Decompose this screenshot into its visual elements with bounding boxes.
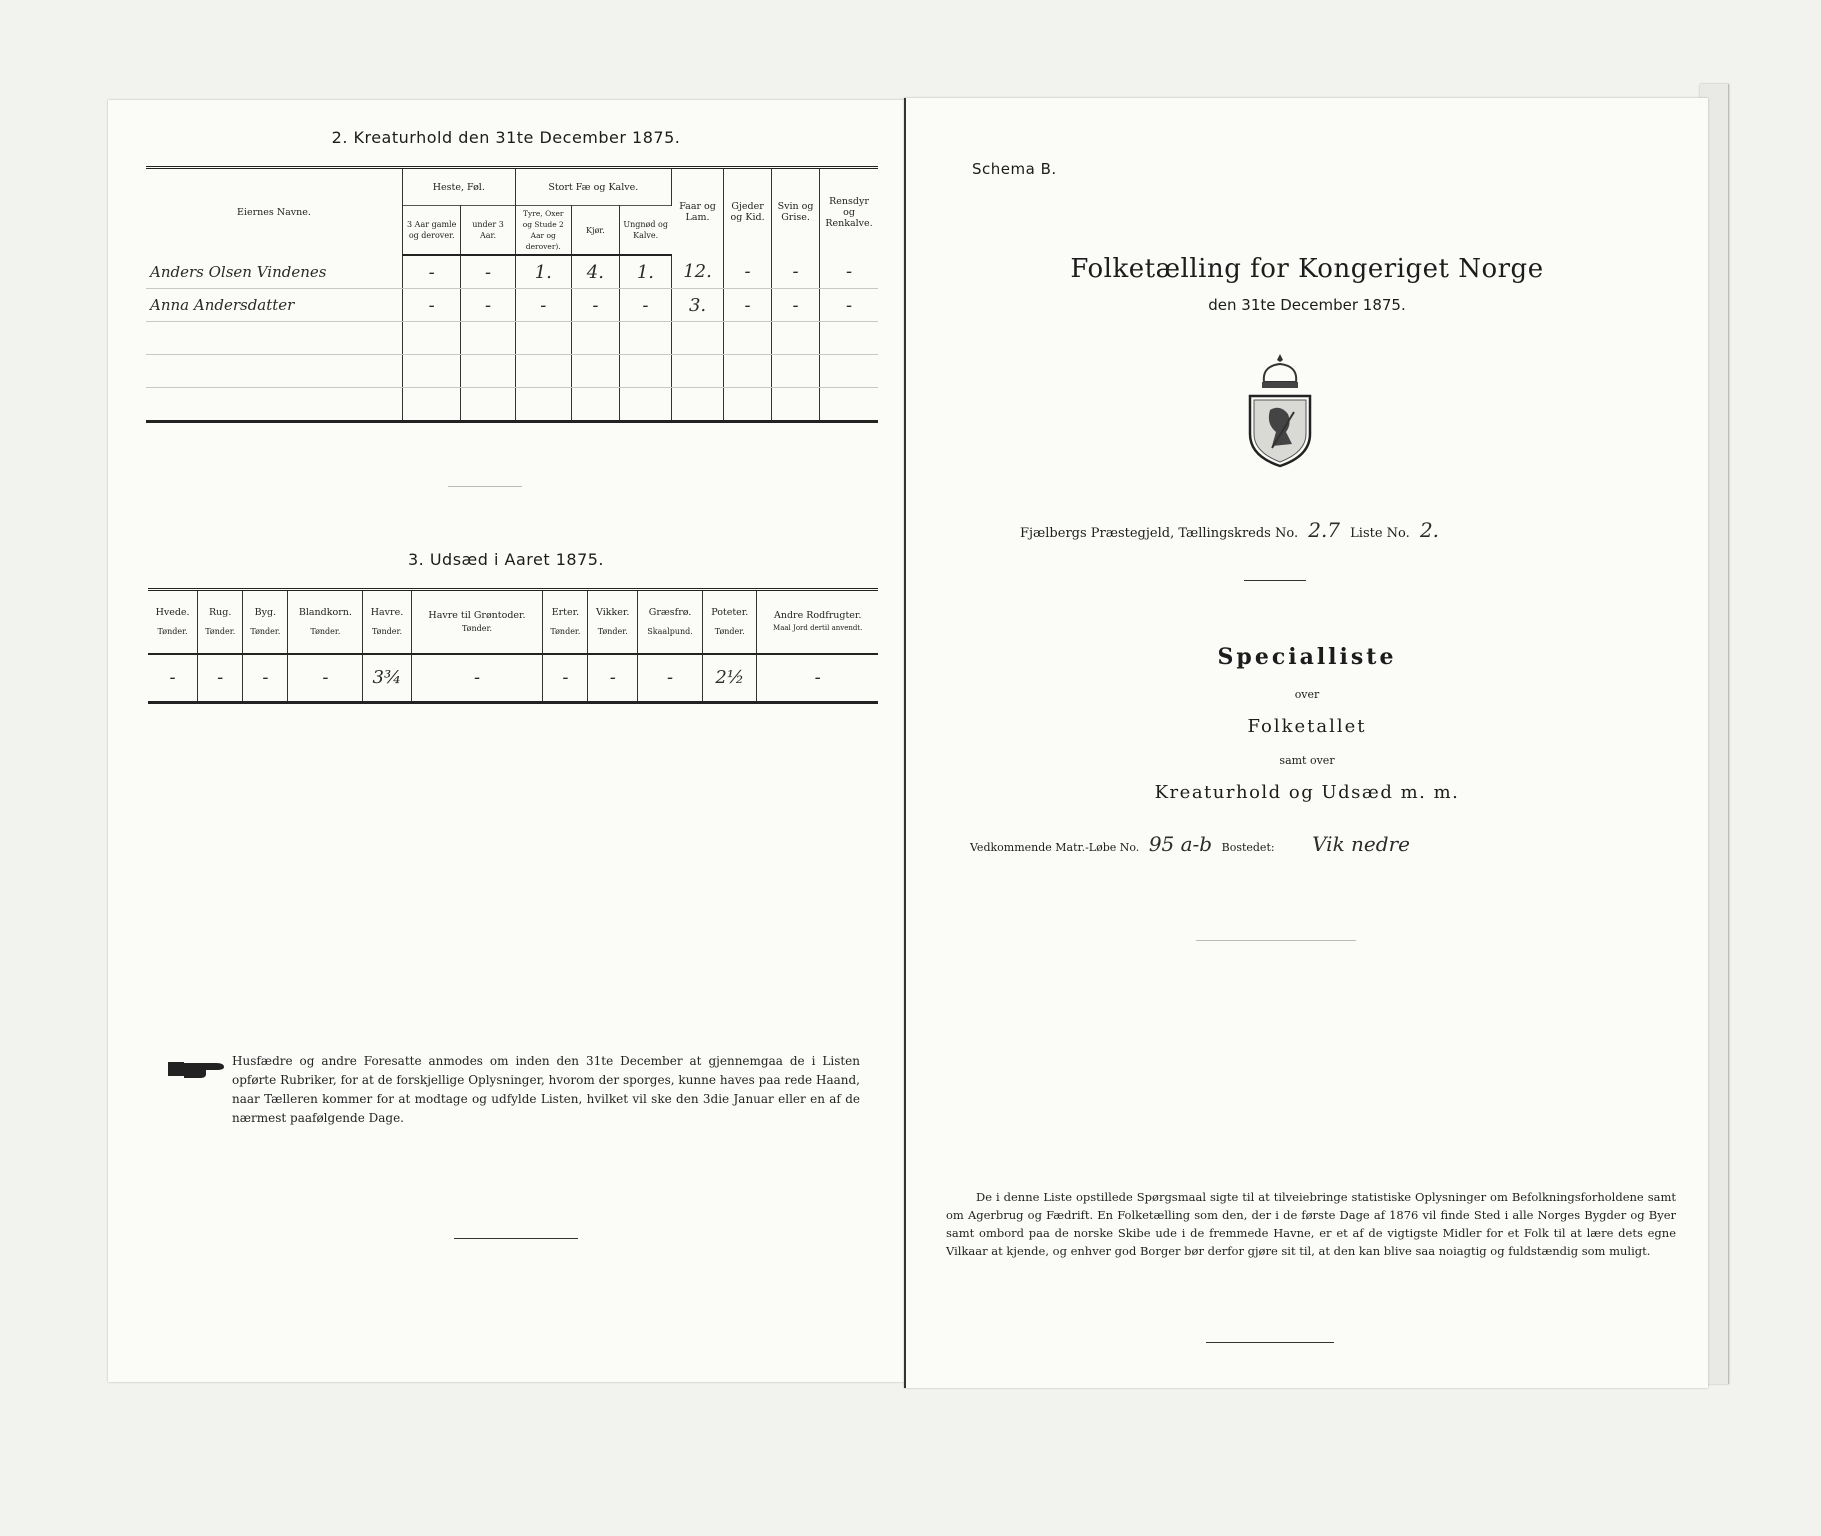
sheep-header: Faar og Lam.: [671, 168, 723, 256]
horses-old-cell: -: [403, 289, 461, 322]
folketallet-title: Folketallet: [1247, 716, 1367, 737]
seed-col-header: [543, 590, 588, 654]
reindeer-cell: -: [820, 289, 878, 322]
seed-cell: -: [243, 654, 288, 703]
seed-col-label: Vikker.: [596, 606, 630, 618]
date-line: den 31te December 1875.: [1208, 296, 1406, 314]
goats-cell: -: [724, 255, 772, 289]
seed-col-header: [588, 590, 638, 654]
seed-col-unit: Tønder.: [597, 626, 628, 636]
seed-col-header: [243, 590, 288, 654]
cows-cell: 4.: [571, 255, 619, 289]
sheep-cell: 3.: [671, 289, 723, 322]
coat-of-arms-icon: [1242, 352, 1318, 470]
seed-col-header: [637, 590, 702, 654]
pointing-hand-icon: [166, 1056, 228, 1082]
left-page: [108, 100, 904, 1382]
divider: [1244, 580, 1306, 581]
matr-label: Vedkommende Matr.-Løbe No.: [970, 841, 1140, 854]
matrikkel-line: [970, 832, 1670, 856]
reindeer-header: Rensdyr og Renkalve.: [825, 195, 873, 229]
explanation-text: De i denne Liste opstillede Spørgsmaal sigte til at tilveiebringe statistiske Oplysninger om Befolkningsforholdene samt om Agerbrug og Fædrift. En Folketælling som den, der i de første Dage af 1876 vil finde Sted i alle Norges Bygder og Byer samt ombord paa de norske Skibe ude i de fremmede Havne, er et af de vigtigste Midler for et Folk til at lære dets egne Vilkaar at kjende, og enhver god Borger bør derfor gjøre sit til, at den kan blive saa noiagtig og fuldstændig som muligt.: [946, 1190, 1676, 1258]
table-row: [148, 654, 878, 703]
owner-name: Anders Olsen Vindenes: [146, 255, 403, 289]
seed-cell: -: [757, 654, 878, 703]
seed-table: [148, 588, 878, 704]
seed-cell: 2½: [703, 654, 757, 703]
pigs-cell: -: [772, 255, 820, 289]
kreds-number: 2.7: [1308, 518, 1341, 542]
seed-col-label: Poteter.: [711, 606, 749, 618]
seed-col-unit: Maal Jord dertil anvendt.: [773, 623, 863, 632]
seed-col-unit: Tønder.: [461, 623, 492, 633]
district-line: [1020, 518, 1660, 542]
seed-cell: -: [288, 654, 363, 703]
district-prefix: Fjælbergs Præstegjeld, Tællingskreds No.: [1020, 526, 1299, 541]
table-row: [146, 289, 878, 322]
livestock-table: [146, 166, 878, 423]
right-page: [904, 98, 1708, 1388]
bostedet-label: Bostedet:: [1221, 841, 1275, 854]
horses-young-cell: -: [461, 255, 515, 289]
owner-column-header: Eiernes Navne.: [146, 168, 403, 256]
seed-cell: 3¾: [363, 654, 411, 703]
over-text: over: [1294, 688, 1320, 701]
horses-header: Heste, Føl.: [403, 168, 516, 206]
bostedet-value: Vik nedre: [1312, 832, 1410, 856]
table-row-empty: [146, 322, 878, 355]
reindeer-cell: -: [820, 255, 878, 289]
seed-col-unit: Tønder.: [157, 626, 188, 636]
owner-name: Anna Andersdatter: [146, 289, 403, 322]
pigs-header: Svin og Grise.: [772, 168, 820, 256]
seed-col-label: Erter.: [551, 606, 580, 618]
page-title: Folketælling for Kongeriget Norge: [1070, 254, 1544, 284]
schema-label: Schema B.: [972, 160, 1057, 178]
seed-col-header: [148, 590, 198, 654]
seed-col-header: [288, 590, 363, 654]
seed-col-label: Byg.: [254, 606, 277, 618]
cows-cell: -: [571, 289, 619, 322]
seed-col-label: Blandkorn.: [298, 606, 352, 618]
seed-cell: -: [588, 654, 638, 703]
seed-col-unit: Tønder.: [250, 626, 281, 636]
seed-col-unit: Tønder.: [205, 626, 236, 636]
young-cattle-header: Ungnød og Kalve.: [619, 206, 671, 256]
goats-header: Gjeder og Kid.: [724, 168, 772, 256]
specialliste-title: Specialliste: [1217, 644, 1397, 670]
horses-old-header: 3 Aar gamle og derover.: [403, 206, 461, 256]
seed-cell: -: [637, 654, 702, 703]
horses-old-cell: -: [403, 255, 461, 289]
seed-col-label: Havre.: [370, 606, 404, 618]
seed-col-header: [363, 590, 411, 654]
samt-over-text: samt over: [1279, 754, 1335, 767]
liste-label: Liste No.: [1350, 526, 1410, 541]
seed-col-header: [198, 590, 243, 654]
seed-cell: -: [198, 654, 243, 703]
seed-col-unit: Tønder.: [714, 626, 745, 636]
bulls-header: Tyre, Oxer og Stude 2 Aar og derover).: [515, 206, 571, 256]
table-row-empty: [146, 355, 878, 388]
young-cattle-cell: 1.: [619, 255, 671, 289]
divider: [1196, 940, 1356, 941]
horses-young-cell: -: [461, 289, 515, 322]
seed-heading: 3. Udsæd i Aaret 1875.: [407, 550, 605, 569]
seed-col-unit: Tønder.: [310, 626, 341, 636]
seed-col-label: Rug.: [209, 606, 232, 618]
young-cattle-cell: -: [619, 289, 671, 322]
cows-header: Kjør.: [571, 206, 619, 256]
sheep-cell: 12.: [671, 255, 723, 289]
matr-value: 95 a-b: [1148, 832, 1213, 856]
divider: [448, 486, 522, 487]
seed-col-unit: Tønder.: [550, 626, 581, 636]
livestock-heading: 2. Kreaturhold den 31te December 1875.: [331, 128, 681, 147]
divider: [1206, 1342, 1334, 1343]
cattle-header: Stort Fæ og Kalve.: [515, 168, 671, 206]
divider: [454, 1238, 578, 1239]
seed-col-label: Havre til Grøntoder.: [428, 609, 526, 621]
seed-col-label: Hvede.: [155, 606, 190, 618]
seed-col-header: [757, 590, 878, 654]
seed-col-label: Andre Rodfrugter.: [774, 609, 862, 621]
seed-cell: -: [148, 654, 198, 703]
bulls-cell: -: [515, 289, 571, 322]
seed-cell: -: [411, 654, 543, 703]
seed-col-label: Græsfrø.: [648, 606, 692, 618]
seed-cell: -: [543, 654, 588, 703]
seed-col-header: [703, 590, 757, 654]
table-row: [146, 255, 878, 289]
pigs-cell: -: [772, 289, 820, 322]
seed-col-unit: Skaalpund.: [647, 626, 693, 636]
seed-col-unit: Tønder.: [371, 626, 402, 636]
bulls-cell: 1.: [515, 255, 571, 289]
goats-cell: -: [724, 289, 772, 322]
liste-number: 2.: [1419, 518, 1440, 542]
subtitle: Kreaturhold og Udsæd m. m.: [1154, 782, 1460, 803]
seed-col-header: [411, 590, 543, 654]
table-row-empty: [146, 388, 878, 422]
horses-young-header: under 3 Aar.: [461, 206, 515, 256]
household-notice: Husfædre og andre Foresatte anmodes om inden den 31te December at gjennemgaa de i Listen opførte Rubriker, for at de forskjellige Oplysninger, hvorom der sporges, kunne haves paa rede Haand, naar Tælleren kommer for at modtage og udfylde Listen, hvilket vil ske den 3die Januar eller en af de nærmest paafølgende Dage.: [232, 1054, 860, 1125]
